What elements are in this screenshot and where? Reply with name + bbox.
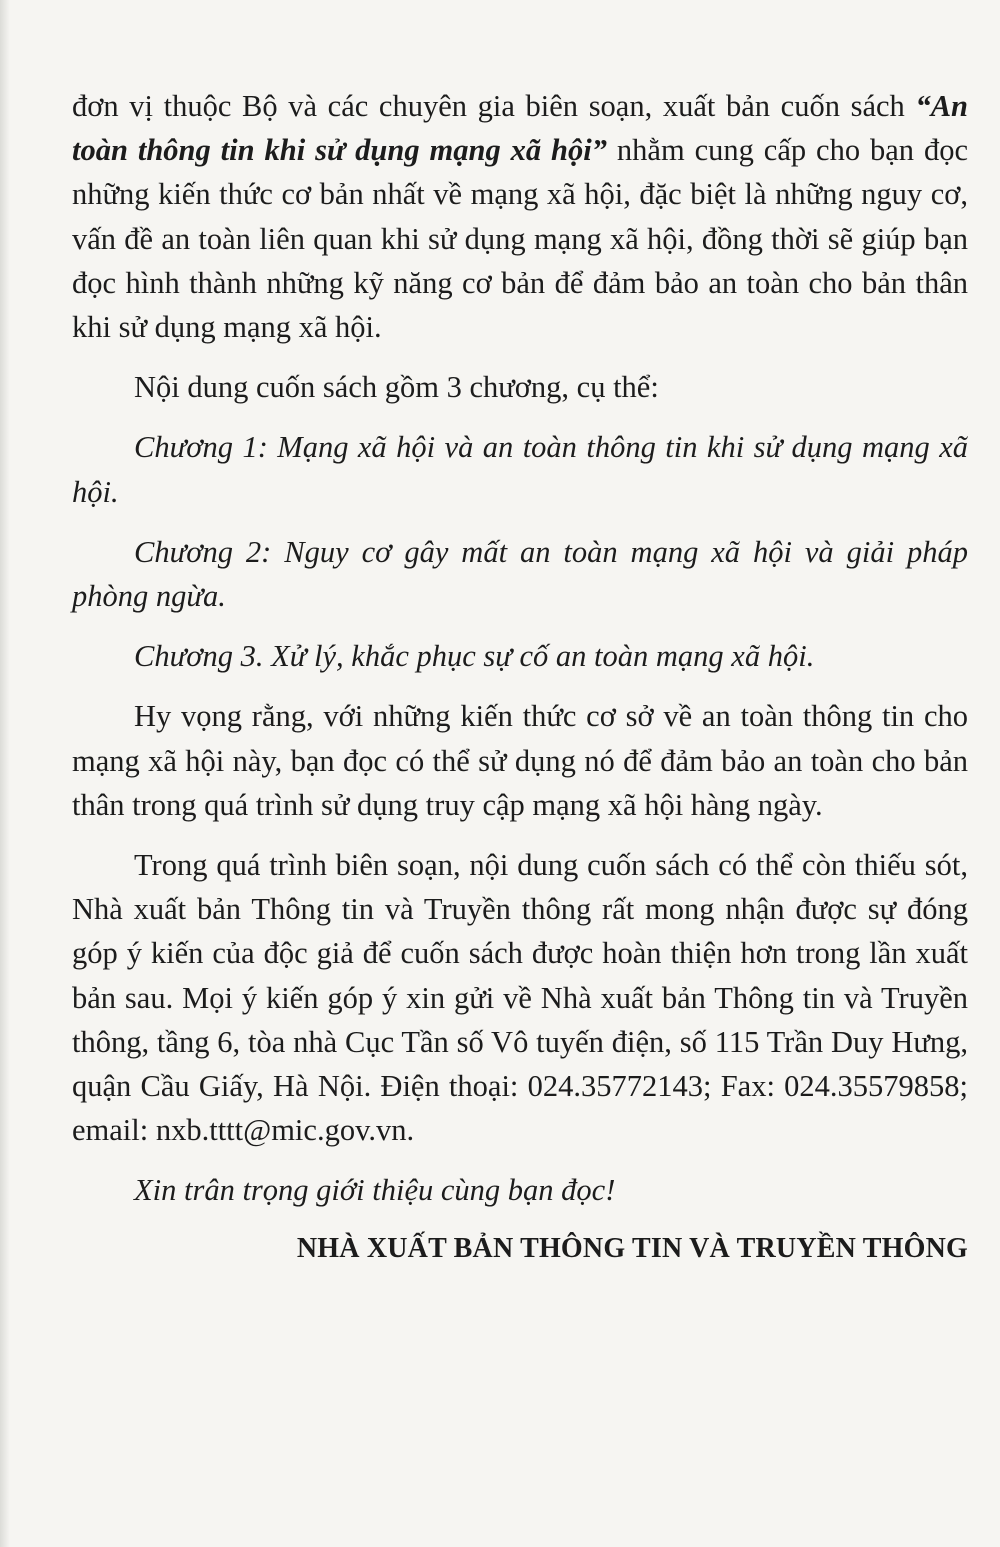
intro-paragraph <box>72 84 968 349</box>
book-title: “An toàn thông tin khi sử dụng mạng xã hội” <box>72 89 968 168</box>
closing-line: Xin trân trọng giới thiệu cùng bạn đọc! <box>134 1173 616 1208</box>
contents-intro: Nội dung cuốn sách gồm 3 chương, cụ thể: <box>134 370 659 405</box>
chapter-2: Chương 2: Nguy cơ gây mất an toàn mạng xã hội và giải pháp phòng ngừa. <box>72 534 968 614</box>
chapter-3: Chương 3. Xử lý, khắc phục sự cố an toàn mạng xã hội. <box>134 639 815 674</box>
feedback-paragraph: Trong quá trình biên soạn, nội dung cuốn sách có thể còn thiếu sót, Nhà xuất bản Thông tin và Truyền thông rất mong nhận được sự đóng góp ý kiến của độc giả để cuốn sách được hoàn thiện hơn trong lần xuất bản sau. Mọi ý kiến góp ý xin gửi về Nhà xuất bản Thông tin và Truyền thông, tầng 6, tòa nhà Cục Tần số Vô tuyến điện, số 115 Trần Duy Hưng, quận Cầu Giấy, Hà Nội. Điện thoại: 024.35772143; Fax: 024.35579858; email: nxb.tttt@mic.gov.vn. <box>72 848 968 1148</box>
page-edge-shadow <box>0 0 10 1547</box>
hope-paragraph: Hy vọng rằng, với những kiến thức cơ sở về an toàn thông tin cho mạng xã hội này, bạn đọc có thể sử dụng nó để đảm bảo an toàn cho bản thân trong quá trình sử dụng truy cập mạng xã hội hàng ngày. <box>72 699 968 822</box>
page-body <box>72 84 968 1271</box>
intro-text-start: đơn vị thuộc Bộ và các chuyên gia biên soạn, xuất bản cuốn sách <box>72 89 916 123</box>
intro-text-end: nhằm cung cấp cho bạn đọc những kiến thức cơ bản nhất về mạng xã hội, đặc biệt là những nguy cơ, vấn đề an toàn liên quan khi sử dụng mạng xã hội, đồng thời sẽ giúp bạn đọc hình thành những kỹ năng cơ bản để đảm bảo an toàn cho bản thân khi sử dụng mạng xã hội. <box>72 133 968 345</box>
publisher-signature: NHÀ XUẤT BẢN THÔNG TIN VÀ TRUYỀN THÔNG <box>296 1232 968 1264</box>
chapter-1: Chương 1: Mạng xã hội và an toàn thông tin khi sử dụng mạng xã hội. <box>72 430 968 509</box>
